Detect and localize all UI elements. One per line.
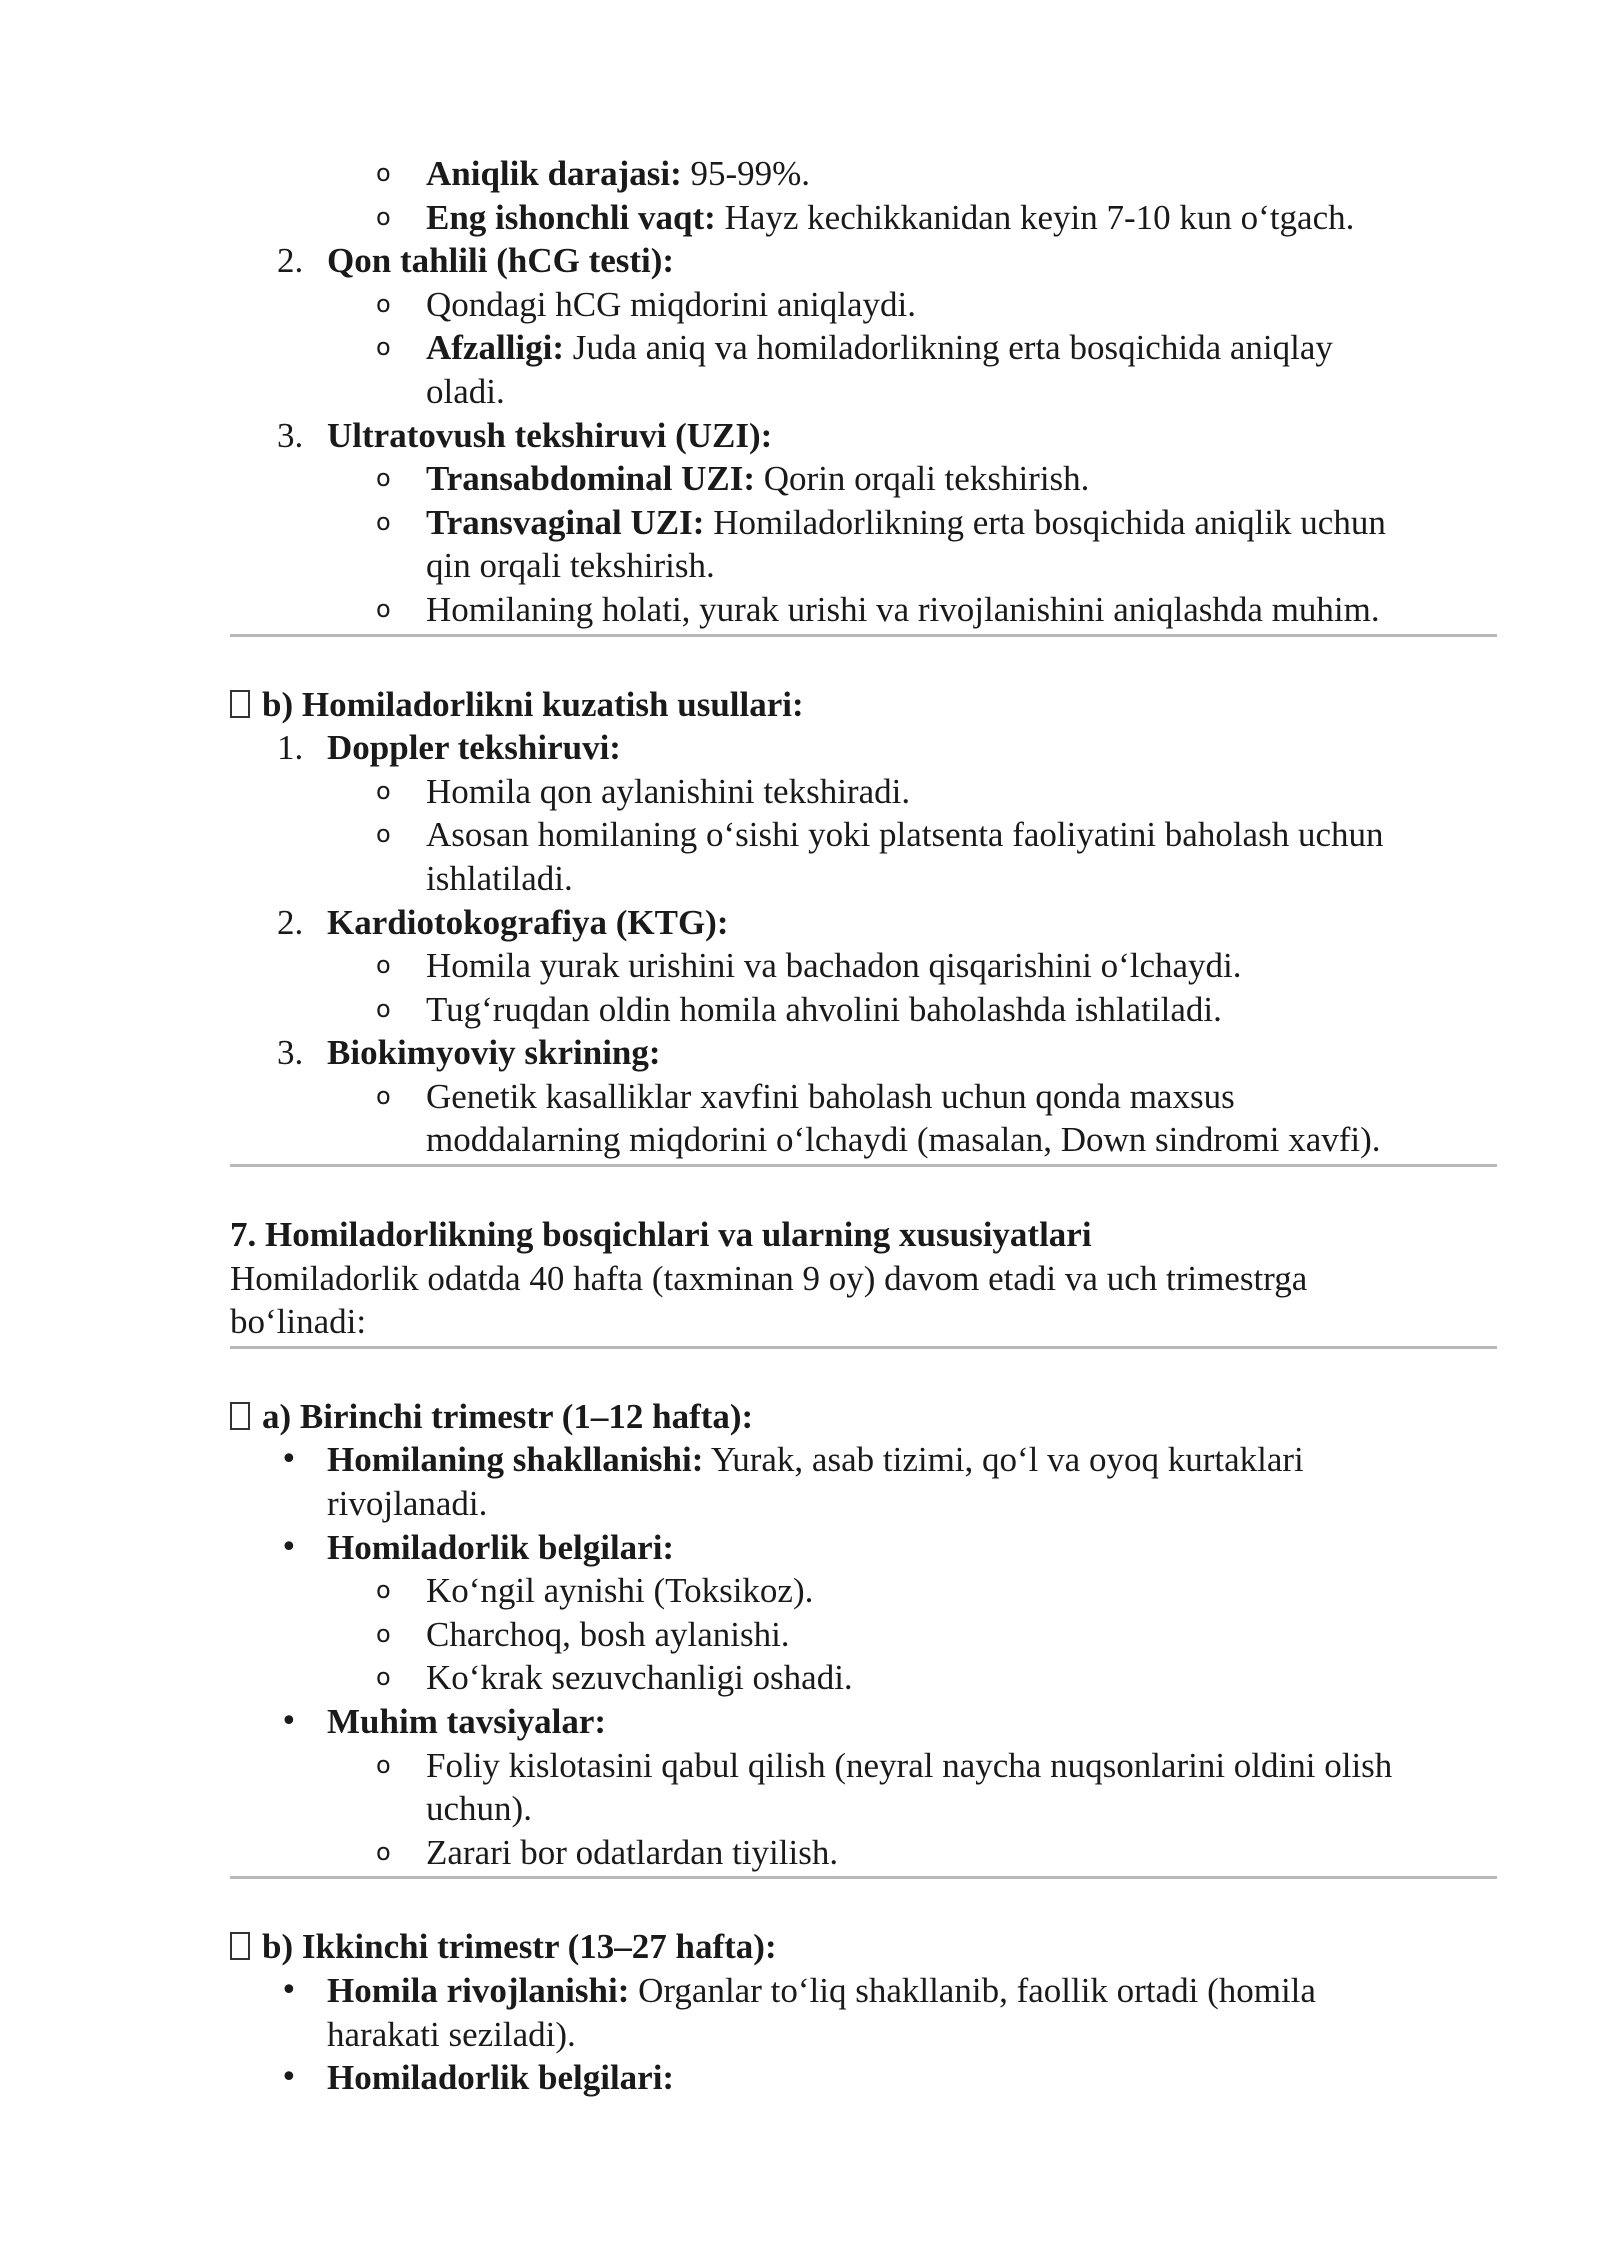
missing-glyph-icon xyxy=(230,1932,250,1960)
item-text: Hayz kechikkanidan keyin 7-10 kun o‘tgach. xyxy=(715,197,1355,237)
item-label: Homiladorlik belgilari: xyxy=(327,2058,675,2098)
list-item xyxy=(230,588,1500,632)
item-label: Homiladorlik belgilari: xyxy=(327,1527,675,1567)
sub-bullet: o xyxy=(376,1576,391,1605)
sub-bullet: o xyxy=(376,820,391,849)
list-item xyxy=(230,944,1500,988)
item-label: Eng ishonchli vaqt: xyxy=(426,197,716,237)
list-item xyxy=(230,1831,1500,1875)
item-label: Muhim tavsiyalar: xyxy=(327,1702,607,1741)
sub-bullet: o xyxy=(376,594,391,623)
list-item xyxy=(230,152,1500,196)
list-item-continuation: moddalarning miqdorini o‘lchaydi (masalan, Down sindromi xavfi). xyxy=(426,1120,1381,1160)
numbered-item xyxy=(230,1031,1500,1075)
list-item xyxy=(230,457,1500,501)
bullet-item xyxy=(230,1438,1500,1482)
item-text: Qorin orqali tekshirish. xyxy=(755,459,1090,499)
paragraph-line: bo‘linadi: xyxy=(230,1302,367,1342)
bullet: • xyxy=(280,1442,298,1478)
item-text: Organlar to‘liq shakllanib, faollik ortadi (homila xyxy=(629,1970,1316,2010)
item-label: Transabdominal UZI: xyxy=(426,459,756,499)
bullet: • xyxy=(280,1529,298,1565)
missing-glyph-icon xyxy=(230,690,250,718)
item-text: Ko‘krak sezuvchanligi oshadi. xyxy=(426,1658,853,1698)
item-text: Foliy kislotasini qabul qilish (neyral naycha nuqsonlarini oldini olish xyxy=(426,1745,1393,1785)
item-text: Tug‘ruqdan oldin homila ahvolini baholashda ishlatiladi. xyxy=(426,989,1222,1029)
bullet-item xyxy=(230,1700,1500,1744)
sub-bullet: o xyxy=(376,289,391,318)
sub-bullet: o xyxy=(376,202,391,231)
sub-bullet: o xyxy=(376,1750,391,1779)
item-text: Charchoq, bosh aylanishi. xyxy=(426,1614,790,1654)
item-label: Transvaginal UZI: xyxy=(426,502,705,542)
item-label: Homilaning shakllanishi: xyxy=(327,1440,704,1480)
bullet-item xyxy=(230,1526,1500,1570)
item-number: 1. xyxy=(277,728,304,768)
item-title: Qon tahlili (hCG testi): xyxy=(327,241,675,281)
item-label: Homila rivojlanishi: xyxy=(327,1970,630,2010)
item-text: Asosan homilaning o‘sishi yoki platsenta faoliyatini baholash uchun xyxy=(426,815,1384,855)
sub-bullet: o xyxy=(376,1663,391,1692)
sub-bullet: o xyxy=(376,333,391,362)
section-heading: a) Birinchi trimestr (1–12 hafta): xyxy=(230,1395,1500,1439)
item-text: Qondagi hCG miqdorini aniqlaydi. xyxy=(426,284,916,324)
page-content xyxy=(230,152,1500,2100)
list-item xyxy=(230,326,1500,370)
sub-bullet: o xyxy=(376,1837,391,1866)
sub-bullet: o xyxy=(376,507,391,536)
list-item xyxy=(230,1075,1500,1119)
numbered-item xyxy=(230,239,1500,283)
item-number: 2. xyxy=(277,902,304,942)
bullet-item-continuation: rivojlanadi. xyxy=(327,1484,488,1524)
list-item xyxy=(230,283,1500,327)
missing-glyph-icon xyxy=(230,1402,250,1430)
bullet-item-continuation: harakati seziladi). xyxy=(327,2014,576,2054)
list-item xyxy=(230,501,1500,545)
numbered-item xyxy=(230,901,1500,945)
bullet: • xyxy=(280,1972,298,2008)
list-item xyxy=(230,770,1500,814)
list-item-continuation: uchun). xyxy=(426,1789,532,1829)
item-text: Homila yurak urishini va bachadon qisqarishini o‘lchaydi. xyxy=(426,946,1242,986)
list-item xyxy=(230,1656,1500,1700)
item-text: 95-99%. xyxy=(681,154,811,193)
sub-bullet: o xyxy=(376,1619,391,1648)
sub-bullet: o xyxy=(376,464,391,493)
section-heading: b) Homiladorlikni kuzatish usullari: xyxy=(230,683,1500,727)
list-item-continuation: ishlatiladi. xyxy=(426,858,573,898)
numbered-item xyxy=(230,726,1500,770)
sub-bullet: o xyxy=(376,994,391,1023)
item-title: Kardiotokografiya (KTG): xyxy=(327,902,729,942)
item-label: Afzalligi: xyxy=(426,328,565,368)
list-item-continuation: qin orqali tekshirish. xyxy=(426,546,715,586)
section-heading: b) Ikkinchi trimestr (13–27 hafta): xyxy=(230,1925,1500,1969)
sub-bullet: o xyxy=(376,776,391,805)
item-text: Homilaning holati, yurak urishi va rivojlanishini aniqlashda muhim. xyxy=(426,589,1380,629)
list-item xyxy=(230,1569,1500,1613)
sub-bullet: o xyxy=(376,159,391,187)
sub-bullet: o xyxy=(376,951,391,980)
item-text: Juda aniq va homiladorlikning erta bosqichida aniqlay xyxy=(564,328,1333,368)
item-label: Aniqlik darajasi: xyxy=(426,154,682,193)
item-title: Doppler tekshiruvi: xyxy=(327,728,621,768)
list-item xyxy=(230,813,1500,857)
bullet: • xyxy=(280,2060,298,2096)
list-item xyxy=(230,988,1500,1032)
sub-bullet: o xyxy=(376,1081,391,1110)
item-text: Zarari bor odatlardan tiyilish. xyxy=(426,1832,839,1872)
item-text: Homiladorlikning erta bosqichida aniqlik uchun xyxy=(704,502,1386,542)
paragraph-line: Homiladorlik odatda 40 hafta (taxminan 9 oy) davom etadi va uch trimestrga xyxy=(230,1258,1308,1298)
item-text: Genetik kasalliklar xavfini baholash uchun qonda maxsus xyxy=(426,1076,1235,1116)
bullet: • xyxy=(280,1704,298,1739)
item-text: Homila qon aylanishini tekshiradi. xyxy=(426,771,911,811)
item-title: Biokimyoviy skrining: xyxy=(327,1033,661,1073)
bullet-item xyxy=(230,1969,1500,2013)
item-number: 3. xyxy=(277,415,304,455)
item-number: 2. xyxy=(277,241,304,281)
item-title: Ultratovush tekshiruvi (UZI): xyxy=(327,415,773,455)
item-text: Ko‘ngil aynishi (Toksikoz). xyxy=(426,1571,814,1611)
bullet-item xyxy=(230,2056,1500,2100)
section-heading: 7. Homiladorlikning bosqichlari va ularning xususiyatlari xyxy=(230,1215,1092,1255)
item-number: 3. xyxy=(277,1033,304,1073)
list-item xyxy=(230,196,1500,240)
list-item xyxy=(230,1744,1500,1788)
numbered-item xyxy=(230,414,1500,458)
list-item-continuation: oladi. xyxy=(426,371,505,411)
list-item xyxy=(230,1613,1500,1657)
item-text: Yurak, asab tizimi, qo‘l va oyoq kurtaklari xyxy=(703,1440,1304,1480)
